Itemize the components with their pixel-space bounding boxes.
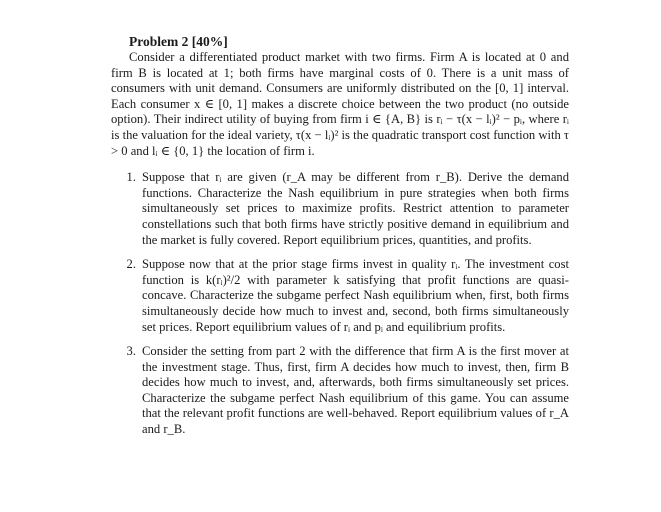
problem-title: Problem 2 [40%]	[129, 34, 228, 49]
problem-part-2	[111, 257, 569, 335]
problem-part-1	[111, 170, 569, 248]
part-text: Suppose now that at the prior stage firms invest in quality rᵢ. The investment cost function is k(rᵢ)²/2 with parameter k satisfying that profit functions are quasi-concave. Characterize the subgame perfect Nash equilibrium when, first, both firms simultaneously decide how much to invest and, second, both firms simultaneously set prices. Report equilibrium values of rᵢ and pᵢ and equilibrium profits.	[142, 257, 569, 334]
part-number: 2.	[126, 257, 136, 272]
problem-part-3	[111, 344, 569, 438]
part-number: 3.	[126, 344, 136, 359]
problem-document	[111, 33, 569, 447]
part-text: Consider the setting from part 2 with the difference that firm A is the first mover at the investment stage. Thus, first, firm A decides how much to invest, then, firm B decides how much to invest, and, afterwards, both firms simultaneously set prices. Characterize the subgame perfect Nash equilibrium of this game. You can assume that the relevant profit functions are well-behaved. Report equilibrium values of r_A and r_B.	[142, 344, 569, 437]
part-number: 1.	[126, 170, 136, 185]
problem-intro	[111, 50, 569, 159]
intro-paragraph: Consider a differentiated product market with two firms. Firm A is located at 0 and firm B is located at 1; both firms have marginal costs of 0. There is a unit mass of consumers with unit demand. Consumers are uniformly distributed on the [0, 1] interval. Each consumer x ∈ [0, 1] makes a discrete choice between the two product (no outside option). Their indirect utility of buying from firm i ∈ {A, B} is rᵢ − τ(x − lᵢ)² − pᵢ, where rᵢ is the valuation for the ideal variety, τ(x − lᵢ)² is the quadratic transport cost function with τ > 0 and lᵢ ∈ {0, 1} the location of firm i.	[111, 50, 569, 158]
problem-parts-list	[111, 170, 569, 438]
part-text: Suppose that rᵢ are given (r_A may be different from r_B). Derive the demand functions. Characterize the Nash equilibrium in pure strategies when both firms simultaneously set prices to maximize profits. Restrict attention to parameter constellations such that both firms have strictly positive demand in equilibrium and the market is fully covered. Report equilibrium prices, quantities, and profits.	[142, 170, 569, 247]
